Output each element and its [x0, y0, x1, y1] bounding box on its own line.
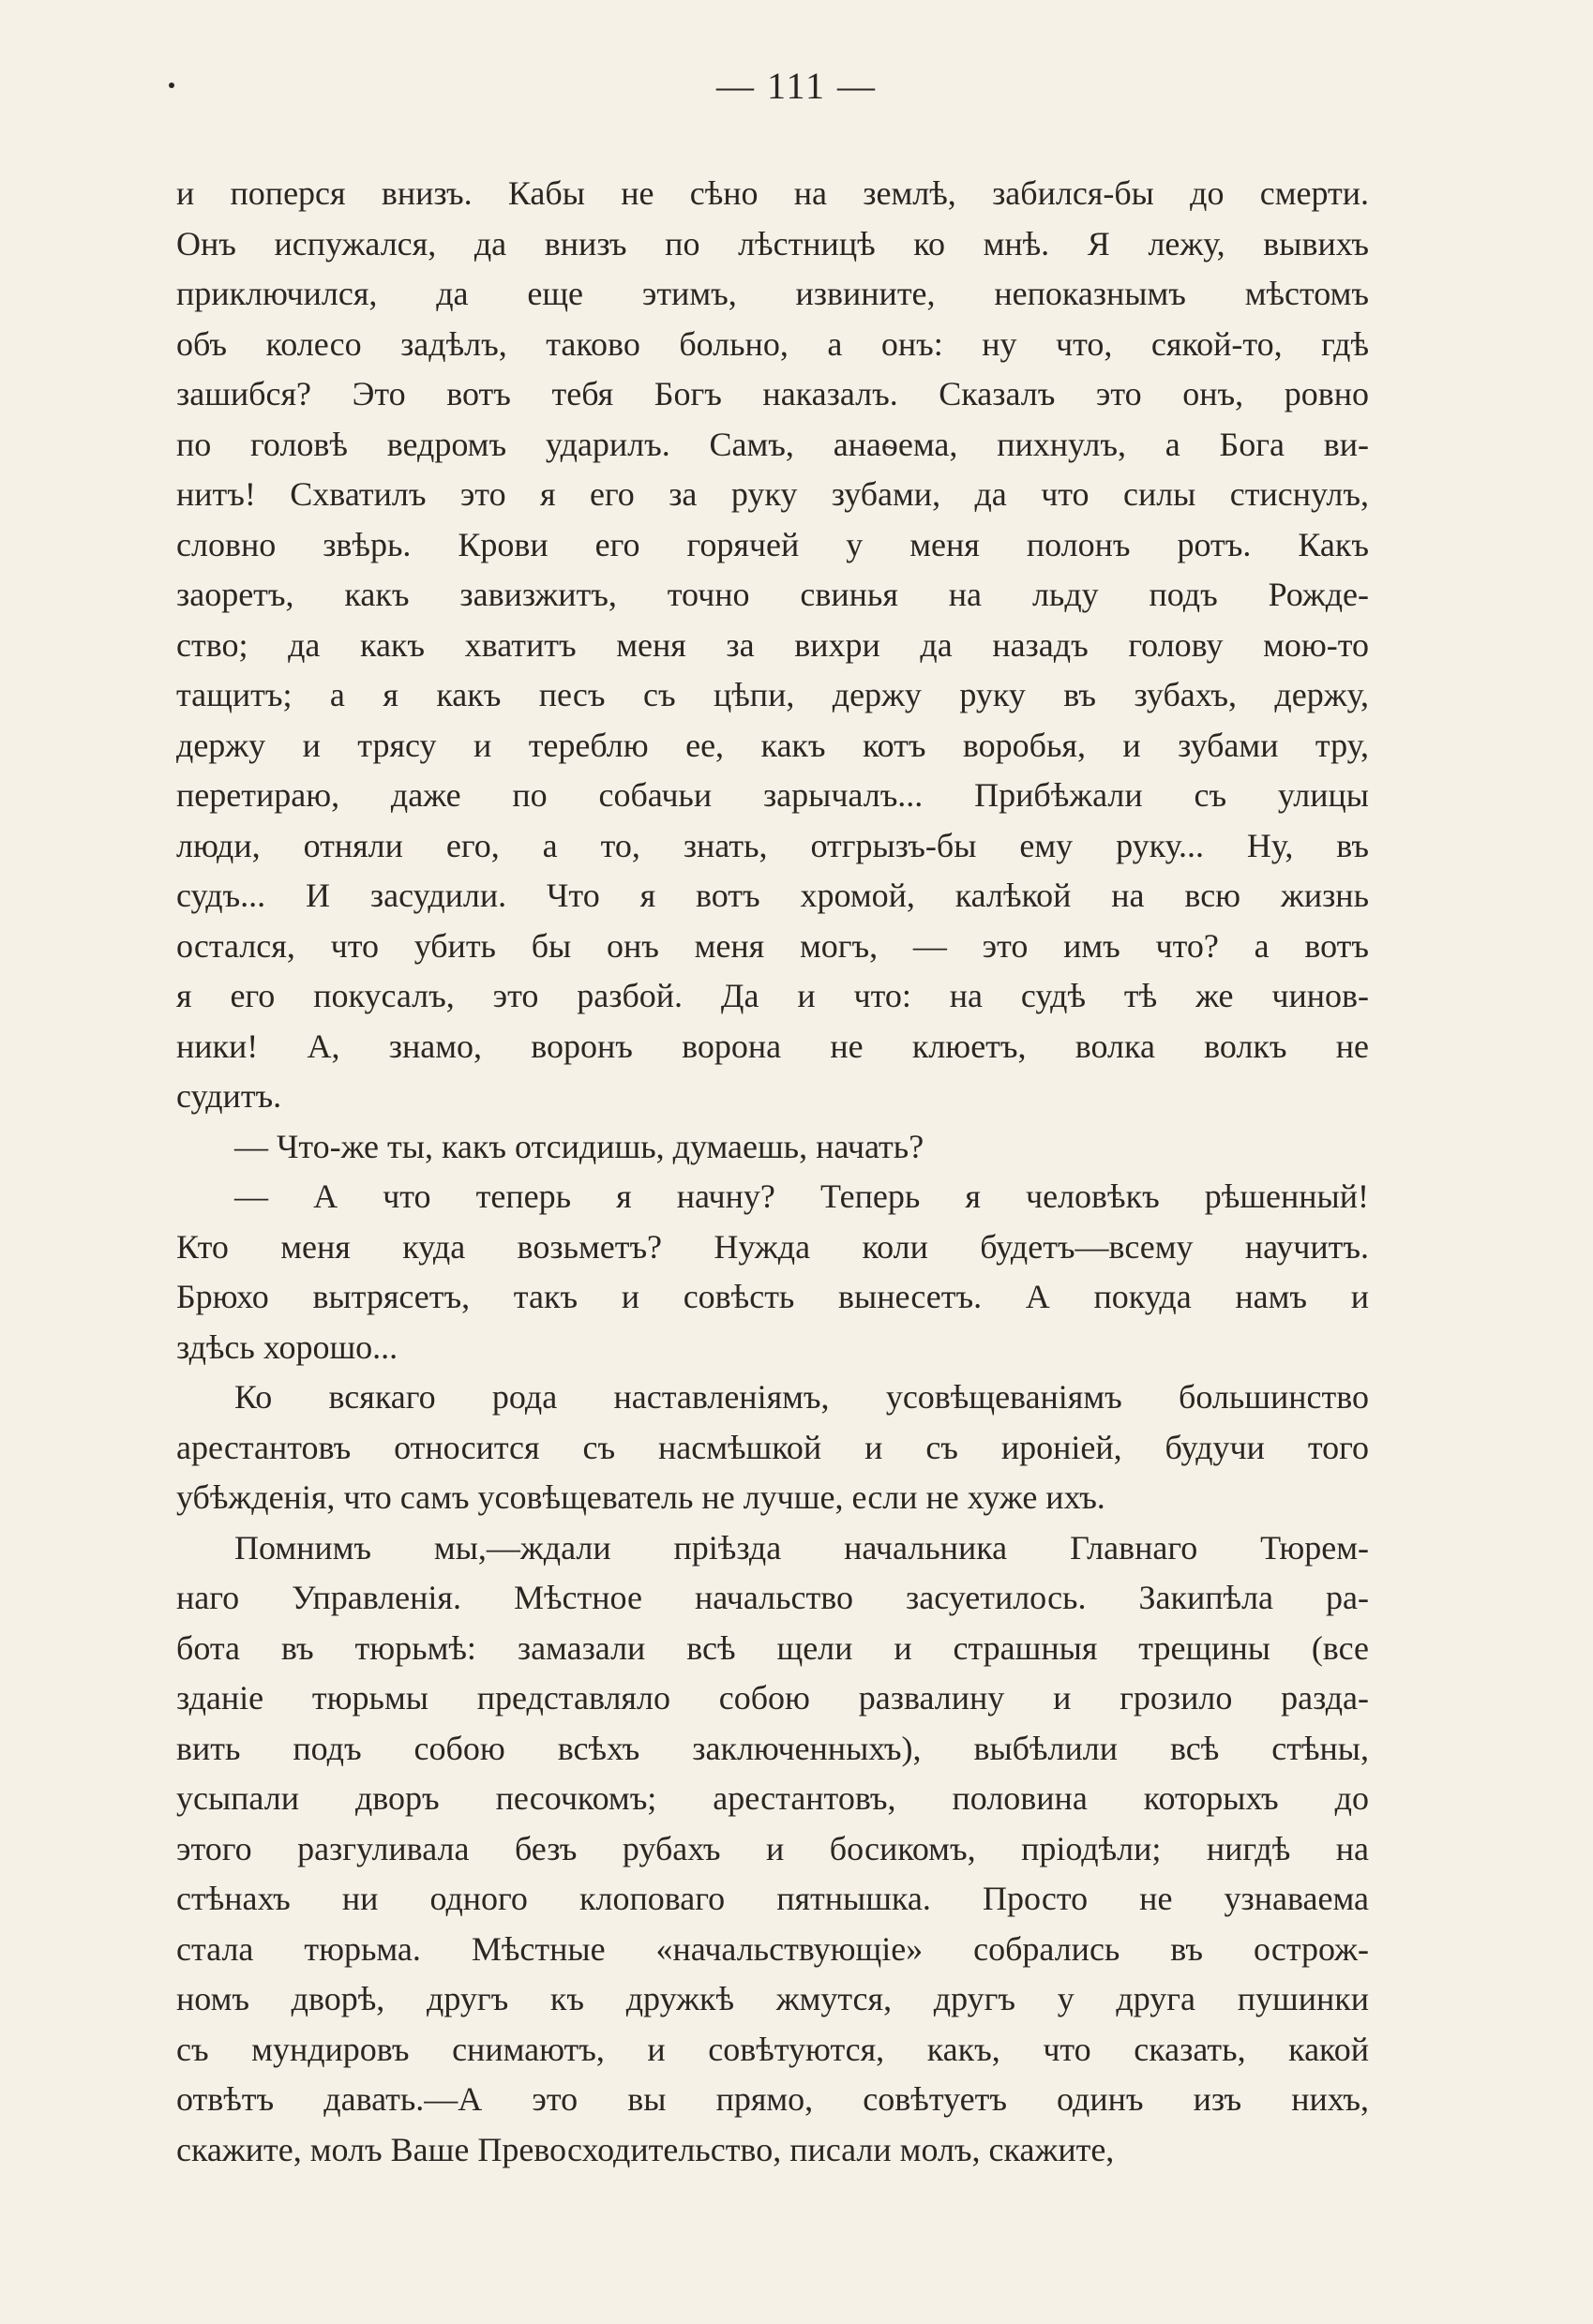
text-line: и поперся внизъ. Кабы не сѣно на землѣ, забился-бы до смерти.: [176, 174, 1369, 212]
text-line: нитъ! Схватилъ это я его за руку зубами, да что силы стиснулъ,: [176, 475, 1369, 513]
text-line: здѣсь хорошо...: [176, 1327, 398, 1366]
text-line: по головѣ ведромъ ударилъ. Самъ, анаѳема, пихнулъ, а Бога ви-: [176, 425, 1369, 463]
text-line: номъ дворѣ, другъ къ дружкѣ жмутся, другъ у друга пушинки: [176, 1980, 1369, 2017]
text-line: люди, отняли его, а то, знать, отгрызъ-бы ему руку... Ну, въ: [176, 826, 1369, 864]
paragraph: [176, 1172, 1369, 1372]
text-line: вить подъ собою всѣхъ заключенныхъ), выбѣлили всѣ стѣны,: [176, 1729, 1369, 1767]
text-line: — Что-же ты, какъ отсидишь, думаешь, начать?: [234, 1127, 924, 1165]
text-line: Онъ испужался, да внизъ по лѣстницѣ ко мнѣ. Я лежу, вывихъ: [176, 224, 1369, 262]
text-line: стала тюрьма. Мѣстные «начальствующіе» собрались въ острож-: [176, 1929, 1369, 1968]
page-number: — 111 —: [715, 65, 878, 107]
text-line: держу и трясу и тереблю ее, какъ котъ воробья, и зубами тру,: [176, 726, 1369, 764]
paragraph: [176, 1523, 1369, 2176]
text-line: ники! А, знамо, воронъ ворона не клюетъ, волка волкъ не: [176, 1027, 1369, 1065]
text-line: судъ... И засудили. Что я вотъ хромой, калѣкой на всю жизнь: [176, 877, 1369, 914]
paragraph: [176, 169, 1369, 1122]
text-line: скажите, молъ Ваше Превосходительство, писали молъ, скажите,: [176, 2130, 1115, 2168]
text-line: арестантовъ относится съ насмѣшкой и съ ироніей, будучи того: [176, 1428, 1369, 1466]
text-line: стѣнахъ ни одного клоповаго пятнышка. Просто не узнаваема: [176, 1880, 1369, 1917]
text-line: Кто меня куда возьметъ? Нужда коли будетъ—всему научитъ.: [176, 1227, 1369, 1266]
text-line: усыпали дворъ песочкомъ; арестантовъ, половина которыхъ до: [176, 1779, 1369, 1817]
text-line: — А что теперь я начну? Теперь я человѣкъ рѣшенный!: [234, 1177, 1369, 1215]
text-line: ство; да какъ хватитъ меня за вихри да назадъ голову мою-то: [176, 625, 1369, 664]
paragraph: [176, 1122, 1369, 1173]
text-line: наго Управленія. Мѣстное начальство засуетилось. Закипѣла ра-: [176, 1579, 1369, 1616]
text-line: остался, что убить бы онъ меня могъ, — это имъ что? а вотъ: [176, 926, 1369, 965]
text-line: съ мундировъ снимаютъ, и совѣтуются, какъ, что сказать, какой: [176, 2030, 1369, 2068]
text-line: заоретъ, какъ завизжитъ, точно свинья на льду подъ Рожде-: [176, 576, 1369, 613]
text-body: [176, 169, 1369, 2175]
text-line: Ко всякаго рода наставленіямъ, усовѣщеваніямъ большинство: [234, 1378, 1369, 1416]
text-line: Помнимъ мы,—ждали пріѣзда начальника Главнаго Тюрем-: [234, 1528, 1369, 1567]
text-line: зданіе тюрьмы представляло собою развалину и грозило разда-: [176, 1679, 1369, 1717]
text-line: словно звѣрь. Крови его горячей у меня полонъ ротъ. Какъ: [176, 525, 1369, 563]
text-line: убѣжденія, что самъ усовѣщеватель не лучше, если не хуже ихъ.: [176, 1478, 1105, 1516]
paragraph: [176, 1372, 1369, 1523]
text-line: бота въ тюрьмѣ: замазали всѣ щели и страшныя трещины (все: [176, 1628, 1369, 1667]
text-line: отвѣтъ давать.—А это вы прямо, совѣтуетъ одинъ изъ нихъ,: [176, 2080, 1369, 2118]
text-line: я его покусалъ, это разбой. Да и что: на судѣ тѣ же чинов-: [176, 977, 1369, 1014]
text-line: зашибся? Это вотъ тебя Богъ наказалъ. Сказалъ это онъ, ровно: [176, 375, 1369, 412]
text-line: этого разгуливала безъ рубахъ и босикомъ, пріодѣли; нигдѣ на: [176, 1829, 1369, 1867]
text-line: приключился, да еще этимъ, извините, непоказнымъ мѣстомъ: [176, 275, 1369, 312]
text-line: перетираю, даже по собачьи зарычалъ... Прибѣжали съ улицы: [176, 776, 1369, 814]
text-line: тащитъ; а я какъ песъ съ цѣпи, держу руку въ зубахъ, держу,: [176, 676, 1369, 713]
text-line: объ колесо задѣлъ, таково больно, а онъ: ну что, сякой-то, гдѣ: [176, 324, 1369, 363]
text-line: Брюхо вытрясетъ, такъ и совѣсть вынесетъ. А покуда намъ и: [176, 1278, 1369, 1315]
text-line: судитъ.: [176, 1077, 282, 1115]
